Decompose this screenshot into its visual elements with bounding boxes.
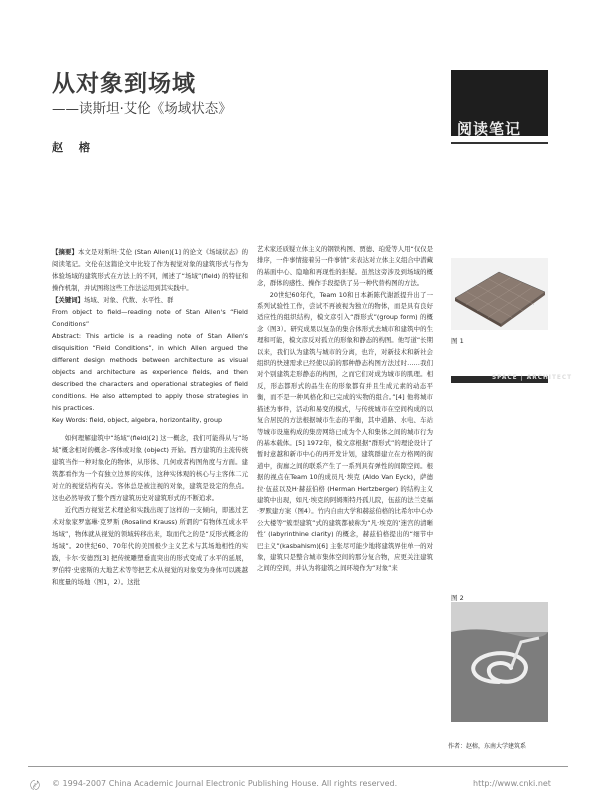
section-label: 阅读笔记 <box>457 120 522 138</box>
left-column <box>52 246 248 588</box>
abstract-cn <box>52 246 248 294</box>
figure-2-caption: 图 2 <box>451 594 464 602</box>
section-divider <box>451 142 548 144</box>
copyright-notice: © 1994-2007 China Academic Journal Electronic Publishing House. All rights reserved. <box>52 779 398 788</box>
body-paragraph-4: 20世纪60年代，Team 10和日本新陈代谢派提升出了一系列试验性工作，尝试不再被视为独立的物体，而是具有良好适应性的组织结构，模文彦引入“群形式”(group form) 的概念（图3）。研究成果以复杂的集合体形式去城市和建筑中的生理和可能，模文彦反对孤立的形象和静态的构图。他写道“长期以来，我们认为建筑与城市的分离，也许，对新技术和新社会组织的快速需求已经使以前的那种静态构图方法过时……我们对个别建筑走形静态的构图，之而它们对成为城市的肌理。相反，形态都形式的品生在的形象都有并且生成元素的动态平衡，而不是一种风格化和已完成的实物的组合。”[4] 他将城市描述为事件，活动和易变的模式，与传统城市在空间构成的以复合居民的方法根据城市生态的平衡，其中道路、水电、车站等城市设施构成的集房网络已成为个人和集体之间的城市行为的基本载体。[5] 1972年，模文彦根据“群形式”的理论设计了暂时意越和新市中心的再开发计划，建筑群建立在方格网的街道中，街廊之间的联系产生了一系列具有弹性的间隙空间。根据的视点在Team 10的成员凡·埃克 (Aldo Van Eyck)，萨德拉·伍兹以及H·赫兹伯格 (Herman Hertzberger) 的结构主义建筑中出现，如凡·埃克的阿姆斯特丹孤儿院，伍兹的法兰克福·罗默建方案（图4）。竹内自由大学和赫兹伯格的比希尔中心办公大楼等“簇型建筑”式的建筑都被称为“凡·埃克的‘迷宫的清晰性’ (labyrinthine clarity) 的概念，赫兹伯格提出的“细节中巴主义”(kasbahism)[6] 主张尽可能少地将建筑界住单一的对象，建筑只是整合城市集体空间的那分复合物，应更关注建筑之间的空间，并认为将建筑之间环境作为“对象”来 <box>257 290 433 573</box>
figure-1-image <box>451 258 548 330</box>
body-paragraph-3: 艺术家还质疑立体主义的钢铁构图、贾德、珀爱等人用“仅仅是排序，一件事情接着另一件事情”来表达对立体主义组合中潜藏的基面中心、隐喻和再现性的拒疑。虽然这旁涉及到场域的概念，群体的感性、操作手段提供了另一种代替构图的方法。 <box>257 245 433 288</box>
publisher-url[interactable]: http://www.cnki.net <box>473 779 551 788</box>
body-paragraph-1: 如何理解建筑中“场域”(field)[2] 这一概念，我们可能得从与“场域”概念相对的概念–客体或对象 (object) 开始。西方建筑的主流传统建筑当作一种对象化的物体，从形体、几何或者构图角度与方面。建筑都看作为一个有独立边界的实体，这种实体观的核心与主客体二元对立的视觉结构有关。客体总是被注视的对象，建筑是设定的焦点。这也必然导致了整个西方建筑历史对建筑形式的不断追求。 <box>52 434 248 502</box>
abstract-cn-text: 本文是对斯坦·艾伦 (Stan Allen)[1] 的论文《场域状态》的阅读笔记。文伦在这篇论文中比较了作为视觉对象的建筑形式与作为体验场域的建筑形式在方法上的不同，阐述了“场域”(field) 的特征和操作机制，并试图将这些工作法运用到其实践中。 <box>52 248 248 292</box>
english-keywords: Key Words: field, object, algebra, horizontality, group <box>52 416 223 424</box>
keywords-cn-label: 【关键词】 <box>52 296 84 304</box>
keywords-cn-text: 场域、对象、代数、水平性、群 <box>83 296 174 304</box>
footer-rule <box>28 766 568 767</box>
keywords-cn <box>52 294 248 306</box>
journal-brand-text: SPACE | ARCHITECT <box>492 375 573 381</box>
article-title: 从对象到场域 <box>52 71 196 97</box>
publisher-logo-icon: 〄 <box>30 781 40 792</box>
author-name: 赵 榕 <box>52 141 96 154</box>
figure-1-caption: 图 1 <box>451 337 464 345</box>
abstract-cn-label: 【摘要】 <box>52 248 79 256</box>
figure-2-image <box>451 602 548 722</box>
article-subtitle: ——读斯坦·艾伦《场域状态》 <box>52 101 232 117</box>
english-title: From object to field—reading note of Stan Allen's “Field Conditions” <box>52 308 248 328</box>
middle-column <box>257 244 433 575</box>
author-credit: 作者：赵榕，东南大学建筑系 <box>448 743 527 750</box>
body-paragraph-2: 近代西方视觉艺术理论和实践出现了这样的一支倾向，即逃过艺术对象家罗塞琳·克罗斯 (Rosalind Krauss) 所谓的“有物体互成水平场域”，物体就从视觉的领域转移出来，取而代之的是“反形式概念的场域”。20世纪60、70年代的美国极少主义艺术与其场地相性的实践，卡尔·安德烈[3] 把传统雕塑垂直突出的形式变成了水平的延展，罗伯特·史密斯的大地艺术等等把艺术从视觉的对象变为身体可以跳越和度量的场地（图1，2）。这批 <box>52 506 248 586</box>
english-abstract: Abstract: This article is a reading note of Stan Allen's disquisition “Field Conditions”, in which Allen argued the different design methods between architecture as visual objects and architecture as experience fields, and then described the characters and operational strategies of field conditions. He also attempted to apply those strategies in his practices. <box>52 332 248 412</box>
